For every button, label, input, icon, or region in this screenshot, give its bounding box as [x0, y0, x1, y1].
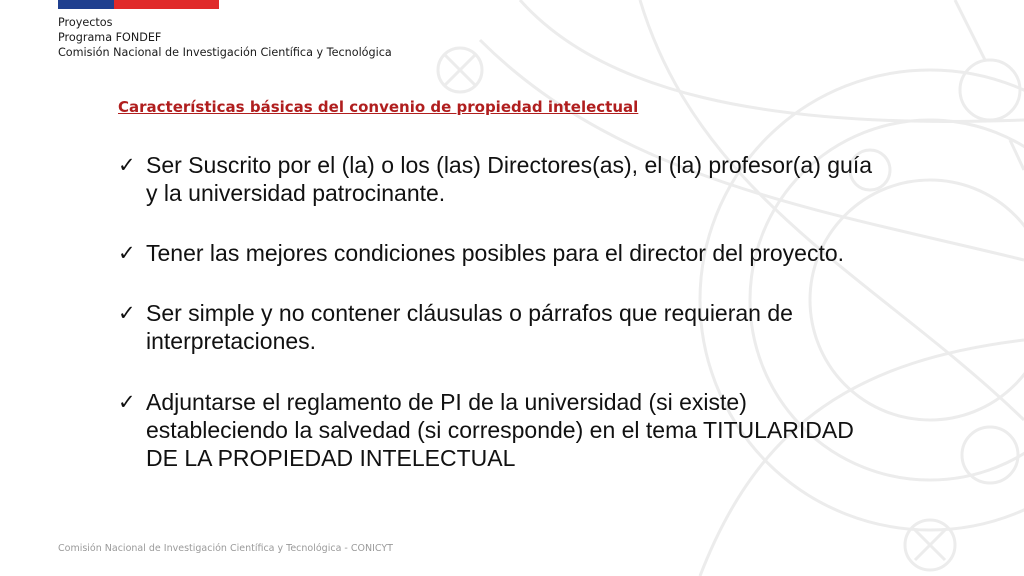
flag-red-bar — [114, 0, 219, 9]
check-icon: ✓ — [118, 241, 136, 265]
bullet-text: Tener las mejores condiciones posibles para el director del proyecto. — [146, 240, 845, 266]
bullet-item — [118, 388, 888, 472]
bullet-text: Ser simple y no contener cláusulas o párrafos que requieran de interpretaciones. — [146, 300, 793, 354]
check-icon: ✓ — [118, 390, 136, 414]
check-icon: ✓ — [118, 301, 136, 325]
bullet-list — [118, 151, 888, 504]
flag-blue-bar — [58, 0, 114, 9]
header-line-comision: Comisión Nacional de Investigación Científica y Tecnológica — [58, 46, 392, 59]
bullet-item — [118, 151, 888, 207]
header-line-proyectos: Proyectos — [58, 16, 113, 29]
bullet-text: Adjuntarse el reglamento de PI de la universidad (si existe) estableciendo la salvedad (si corresponde) en el tema TITULARIDAD DE LA PROPIEDAD INTELECTUAL — [146, 389, 854, 471]
footer-text: Comisión Nacional de Investigación Científica y Tecnológica - CONICYT — [58, 543, 393, 554]
header-block — [58, 15, 392, 60]
check-icon: ✓ — [118, 153, 136, 177]
slide-title: Características básicas del convenio de propiedad intelectual — [118, 98, 639, 116]
bullet-item — [118, 239, 888, 267]
header-line-programa: Programa FONDEF — [58, 31, 162, 44]
bullet-item — [118, 299, 888, 355]
bullet-text: Ser Suscrito por el (la) o los (las) Directores(as), el (la) profesor(a) guía y la universidad patrocinante. — [146, 152, 873, 206]
